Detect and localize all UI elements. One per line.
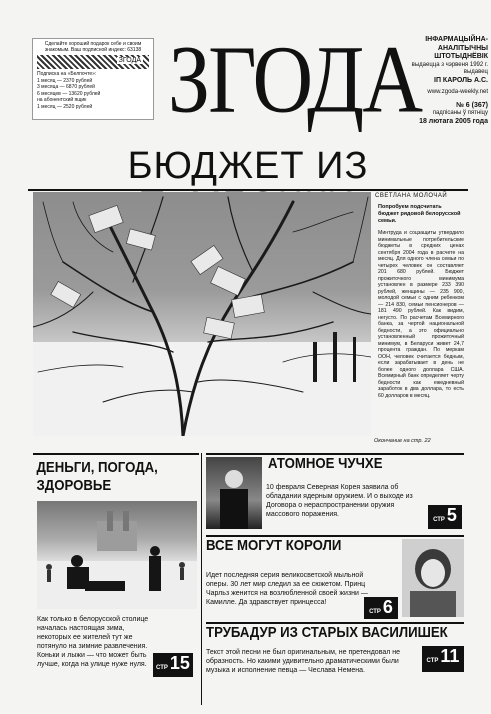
headline-rule	[28, 189, 468, 191]
story-kings	[206, 537, 464, 619]
tree-with-money-illustration	[33, 192, 371, 436]
subscription-row: на абонентский ящик	[37, 97, 87, 103]
subscription-row: 1 месяц — 2370 рублей	[37, 77, 93, 84]
page-stamp-label: СТР	[369, 609, 381, 615]
subscription-box	[32, 38, 154, 120]
story-weather-title[interactable]: ДЕНЬГИ, ПОГОДА, ЗДОРОВЬЕ	[36, 459, 158, 494]
story-nuclear-text: 10 февраля Северная Корея заявила об обладании ядерным оружием. И о выходе из Договора о нераспространении оружия массового поражения.	[266, 484, 413, 518]
continued-on-page[interactable]: Окончание на стр. 22	[374, 438, 431, 444]
subscription-header: Сделайте хороший подарок себе и своим знакомым. Ваш подписной индекс: 63138	[44, 41, 142, 53]
page-stamp-label: СТР	[433, 517, 445, 523]
winter-skaters-illustration	[37, 501, 197, 609]
story-nuclear	[206, 455, 464, 535]
page-stamp-15[interactable]	[153, 653, 193, 677]
page-stamp-5[interactable]	[428, 505, 462, 529]
page-stamp-label: СТР	[426, 658, 439, 664]
gift-ribbon	[37, 55, 149, 69]
page-stamp-number: 15	[169, 653, 190, 673]
publisher-label: выдавец	[463, 69, 488, 75]
page-stamp-6[interactable]	[364, 597, 398, 619]
subscription-row: 6 месяцев — 13620 рублей	[37, 90, 101, 97]
issue-number: № 6 (367)	[456, 101, 488, 109]
skaters-photo	[37, 501, 197, 609]
main-headline: БЮДЖЕТ ИЗ	[127, 145, 369, 187]
column-divider	[201, 453, 202, 705]
story-weather-text: Как только в белорусской столице началась настоящая зима, некоторых ее жителей тут же потянуло на зимние развлечения. Коньки и лыжи — что может быть лучше, когда на улице нуже нуля.	[37, 616, 149, 668]
kim-photo	[206, 457, 262, 529]
article-body: Минтруда и соцзащиты утвердило минимальные потребительские бюджеты в средних ценах сентября 2004 года в расчете на месяц. Для одного члена семьи по четырех человек он составляет 201 680 рублей. Бюджет прожиточного минимума установлен в размере 233 390 рублей, женщины — 235 900, молодой семьи с одним ребенком — 214 830, семьи пенсионеров — 181 490 рублей. Как видим, негусто. По расчетам Всемирного банка, за чертой национальной бедности, а это официально установленный прожиточный минимум, в Беларуси живет 24,7 процента граждан. По меркам ООН, человек считается бедным, если зарабатывает в день не более одного доллара США. Всемирный банк определяет черту бедности как ежедневный заработок в два доллара, то есть 60 долларов в месяц.	[378, 230, 464, 399]
subscription-row: 1 месяц — 2520 рублей	[37, 103, 93, 110]
article-author: СВЕТЛАНА МОЛОЧАЙ	[375, 193, 448, 199]
story-nuclear-title[interactable]: АТОМНОЕ ЧУЧХЕ	[268, 455, 383, 472]
masthead-info	[388, 36, 488, 126]
story-troubadour-text: Текст этой песни не был оригинальным, не претендовал не образность. Но какими удивительно драматическими были музыка и исполнение певца — Чеслава Немена.	[206, 649, 401, 674]
tagline: ІНФАРМАЦЫЙНА-АНАЛІТЫЧНЫ ШТОТЫДНЁВІК	[425, 36, 488, 60]
story-kings-title[interactable]: ВСЕ МОГУТ КОРОЛИ	[206, 537, 342, 554]
page-stamp-label: СТР	[156, 665, 168, 671]
story-troubadour-title[interactable]: ТРУБАДУР ИЗ СТАРЫХ ВАСИЛИШЕК	[206, 624, 448, 641]
portrait-illustration	[402, 539, 464, 617]
publisher-name: ІП КАРОЛЬ А.С.	[434, 76, 488, 84]
article-lead: Попробуем подсчитать бюджет рядовой белорусской семьи.	[378, 204, 461, 224]
website-link[interactable]: www.zgoda-weekly.net	[427, 89, 488, 95]
since-text: выдаецца з чэрвеня 1992 г.	[411, 61, 488, 68]
issue-date: 18 лютага 2005 года	[419, 117, 488, 125]
page-stamp-11[interactable]	[422, 646, 464, 672]
story-troubadour	[206, 624, 464, 704]
portrait-illustration	[206, 457, 262, 529]
ribbon-label: ЗГОДА	[118, 57, 141, 64]
page-stamp-number: 5	[446, 505, 457, 525]
page-stamp-number: 11	[440, 646, 460, 666]
subscription-row: Подписка на «Белпочте»:	[37, 71, 97, 77]
subscription-row: 3 месяца — 6870 рублей	[37, 84, 95, 90]
story-weather	[33, 453, 199, 707]
camilla-photo	[402, 539, 464, 617]
signed-text: падпісаны ў пятніцу	[432, 110, 488, 116]
page-stamp-number: 6	[382, 597, 393, 617]
newspaper-logo: ЗГОДА	[168, 26, 421, 134]
story-kings-text: Идет последняя серия великосветской мыльной оперы. 30 лет мир следил за ее сюжетом. Принц Чарльз женится на возлюбленной своей жизни — Камилле. Да здравствует принцесса!	[206, 572, 368, 606]
main-photo	[33, 192, 371, 436]
